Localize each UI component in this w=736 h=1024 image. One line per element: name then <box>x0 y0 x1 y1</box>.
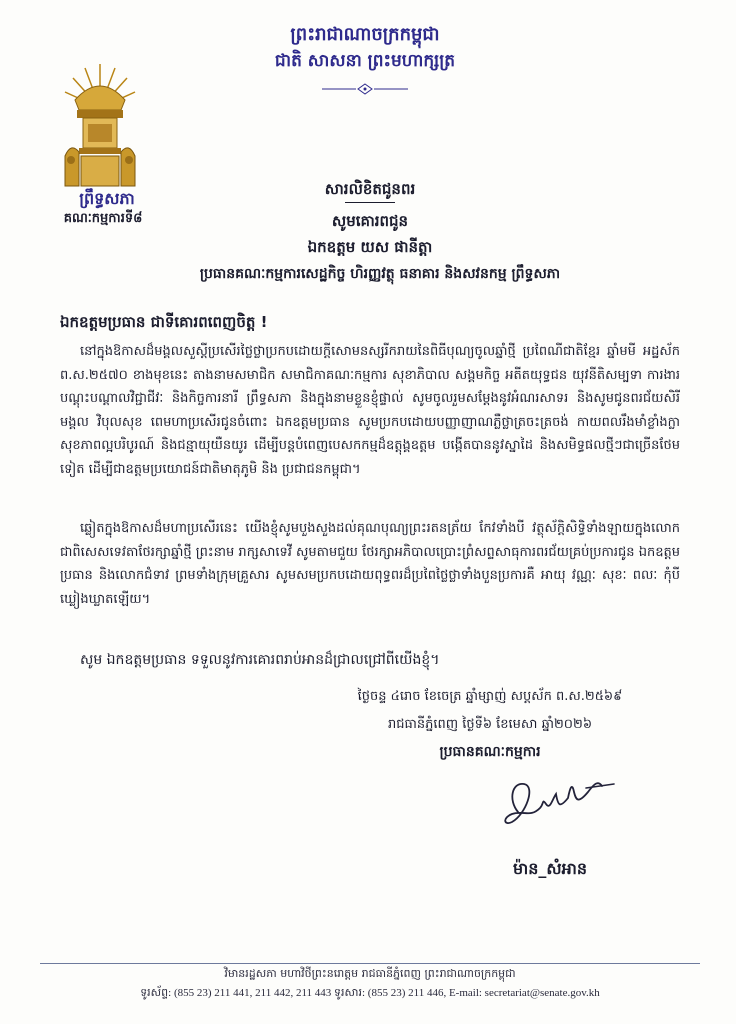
letter-title: សារលិខិតជូនពរ <box>324 180 416 198</box>
ornament-divider-icon <box>320 82 410 96</box>
signer-name: ម៉ាន_សំអាន <box>512 859 587 878</box>
recipient-name: ឯកឧត្តម យស ផានីត្តា <box>307 238 433 256</box>
footer-contact: ទូរស័ព្ទ: (855 23) 211 441, 211 442, 211 443 ទូរសារ: (855 23) 211 446, E-mail: secretariat@senate.gov.kh <box>140 987 600 999</box>
recipient-title: ប្រធានគណៈកម្មការសេដ្ឋកិច្ច ហិរញ្ញវត្ថុ ធនាគារ និងសវនកម្ម ព្រឹទ្ធសភា <box>199 266 561 282</box>
body-paragraph-3: សូម ឯកឧត្តមប្រធាន ទទួលនូវការគោរពរាប់អានដ៏ជ្រាលជ្រៅពីយើងខ្ញុំ។ <box>80 652 440 668</box>
national-motto-line1: ព្រះរាជាណាចក្រកម្ពុជា <box>290 24 440 45</box>
lunar-date: ថ្ងៃចន្ទ ៤រោច ខែចេត្រ ឆ្នាំម្សាញ់ សប្តស័ក ព.ស.២៥៦៩ <box>357 689 623 704</box>
signer-title: ប្រធានគណៈកម្មការ <box>439 744 541 760</box>
greeting: ឯកឧត្តមប្រធាន ជាទីគោរពពេញចិត្ត ! <box>60 313 268 331</box>
title-underline <box>345 202 395 203</box>
footer-address: វិមានរដ្ឋសភា មហាវិថីព្រះនរោត្តម រាជធានីភ្នំពេញ ព្រះរាជាណាចក្រកម្ពុជា <box>224 967 516 980</box>
place-and-date: រាជធានីភ្នំពេញ ថ្ងៃទី៦ ខែមេសា ឆ្នាំ២០២៦ <box>387 717 593 732</box>
commission-name: គណៈកម្មការទី៨ <box>63 211 143 226</box>
senate-emblem-icon <box>55 60 145 190</box>
national-motto-line2: ជាតិ សាសនា ព្រះមហាក្សត្រ <box>274 51 456 71</box>
body-paragraph-2: ឆ្លៀតក្នុងឱកាសដ៏មហាប្រសើរនេះ យើងខ្ញុំសូមបួងសួងដល់គុណបុណ្យព្រះរតនត្រ័យ កែវទាំងបី វត្ថុស័ក្តិសិទ្ធិទាំងឡាយក្នុងលោក ជាពិសេសទេវតាថែរក្សាឆ្នាំថ្មី ព្រះនាម រាក្សសាទេវី សូមតាមជួយ ថែរក្សាអភិបាលប្រោះព្រំសព្ទសាធុការពរជ័យគ្រប់ប្រការជូន ឯកឧត្តមប្រធាន និងលោកជំទាវ ព្រមទាំងក្រុមគ្រួសារ សូមសមប្រកបដោយពុទ្ធពរដ៏ប្រពៃថ្លៃថ្លាទាំងបួនប្រការគឺ អាយុ វណ្ណៈ សុខៈ ពលៈ កុំបីឃ្លៀងឃ្លាតឡើយ។ <box>60 521 680 607</box>
signature-icon <box>490 770 620 840</box>
institution-name: ព្រឹទ្ធសភា <box>79 189 135 208</box>
body-paragraph-1: នៅក្នុងឱកាសដ៏មង្គលសួស្តីប្រសើរថ្លៃថ្លាប្រកបដោយក្តីសោមនស្សរីករាយនៃពិធីបុណ្យចូលឆ្នាំថ្មី ប្រពៃណីជាតិខ្មែរ ឆ្នាំមមី អដ្ឋស័ក ព.ស.២៥៧០ ខាងមុខនេះ តាងនាមសមាជិក សមាជិកាគណៈកម្មការ សុខាភិបាល សង្គមកិច្ច អតីតយុទ្ធជន យុវនីតិសម្បទា ការងារ បណ្តុះបណ្តាលវិជ្ជាជីវៈ និងកិច្ចការនារី ព្រឹទ្ធសភា និងក្នុងនាមខ្លួនខ្ញុំផ្ទាល់ សូមចូលរួមសម្តែងនូវអំណរសាទរ និងសូមជូនពរជ័យសិរីមង្គល វិបុលសុខ ពេមហាប្រសើរជូនចំពោះ ឯកឧត្តមប្រធាន សូមប្រកបដោយបញ្ញាញាណភ្លឺថ្លាត្រចះត្រចង់ កាយពលរឹងមាំខ្លាំងក្លា សុខភាពល្អបរិបូរណ៍ និងជន្មាយុយឺនយូរ ដើម្បីបន្តបំពេញបេសកកម្មដ៏ឧត្តុង្គឧត្តម បង្កើតបាននូវស្នាដៃ និងសមិទ្ធផលថ្មីៗជាច្រើនថែមទៀត ដើម្បីជាឧត្តមប្រយោជន៍ជាតិមាតុភូមិ និង ប្រជាជនកម្ពុជា។ <box>60 344 680 477</box>
footer-divider <box>40 963 700 964</box>
salutation: សូមគោរពជូន <box>331 212 409 230</box>
